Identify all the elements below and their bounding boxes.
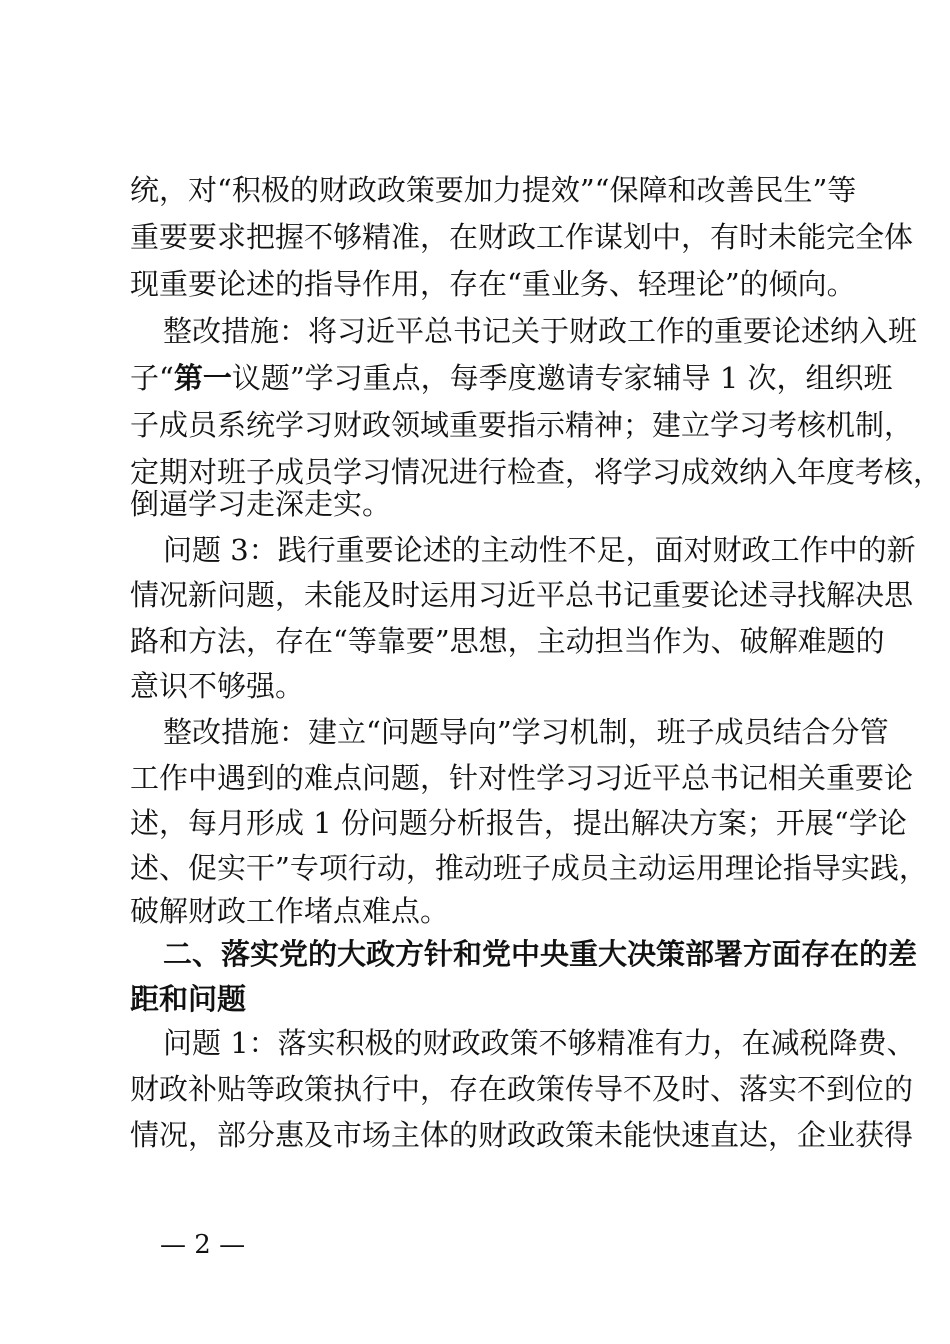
text-line xyxy=(130,358,893,398)
text-line: 定期对班子成员学习情况进行检查，将学习成效纳入年度考核， xyxy=(130,455,943,489)
section-heading: 距和问题 xyxy=(130,982,247,1016)
text-line: 路和方法，存在“等靠要”思想，主动担当作为、破解难题的 xyxy=(130,624,885,658)
text-line: 整改措施：建立“问题导向”学习机制，班子成员结合分管 xyxy=(163,715,889,749)
text-line: 情况，部分惠及市场主体的财政政策未能快速直达，企业获得 xyxy=(130,1118,914,1152)
text-line: 工作中遇到的难点问题，针对性学习习近平总书记相关重要论 xyxy=(130,761,914,795)
text-line: 重要要求把握不够精准，在财政工作谋划中，有时未能完全体 xyxy=(130,220,914,254)
text-line: 问题 3：践行重要论述的主动性不足，面对财政工作中的新 xyxy=(163,533,916,567)
text-segment: 议题”学习重点，每季度邀请专家辅导 1 次，组织班 xyxy=(231,361,893,395)
text-line: 整改措施：将习近平总书记关于财政工作的重要论述纳入班 xyxy=(163,314,918,348)
text-line: 现重要论述的指导作用，存在“重业务、轻理论”的倾向。 xyxy=(130,267,856,301)
text-line: 述，每月形成 1 份问题分析报告，提出解决方案；开展“学论 xyxy=(130,806,907,840)
text-line: 子成员系统学习财政领域重要指示精神；建立学习考核机制， xyxy=(130,408,914,442)
text-line: 意识不够强。 xyxy=(130,669,305,703)
section-heading: 二、落实党的大政方针和党中央重大决策部署方面存在的差 xyxy=(163,937,918,971)
text-line: 述、促实干”专项行动，推动班子成员主动运用理论指导实践， xyxy=(130,851,928,885)
bold-text-segment: 第一 xyxy=(173,361,232,395)
text-line: 统，对“积极的财政政策要加力提效”“保障和改善民生”等 xyxy=(130,173,857,207)
text-line: 问题 1：落实积极的财政政策不够精准有力，在减税降费、 xyxy=(163,1026,916,1060)
text-line: 倒逼学习走深走实。 xyxy=(130,487,392,521)
text-line: 破解财政工作堵点难点。 xyxy=(130,894,450,928)
text-line: 情况新问题，未能及时运用习近平总书记重要论述寻找解决思 xyxy=(130,578,914,612)
page-number: — 2 — xyxy=(160,1230,246,1260)
text-segment: 子“ xyxy=(130,361,174,395)
text-line: 财政补贴等政策执行中，存在政策传导不及时、落实不到位的 xyxy=(130,1072,914,1106)
